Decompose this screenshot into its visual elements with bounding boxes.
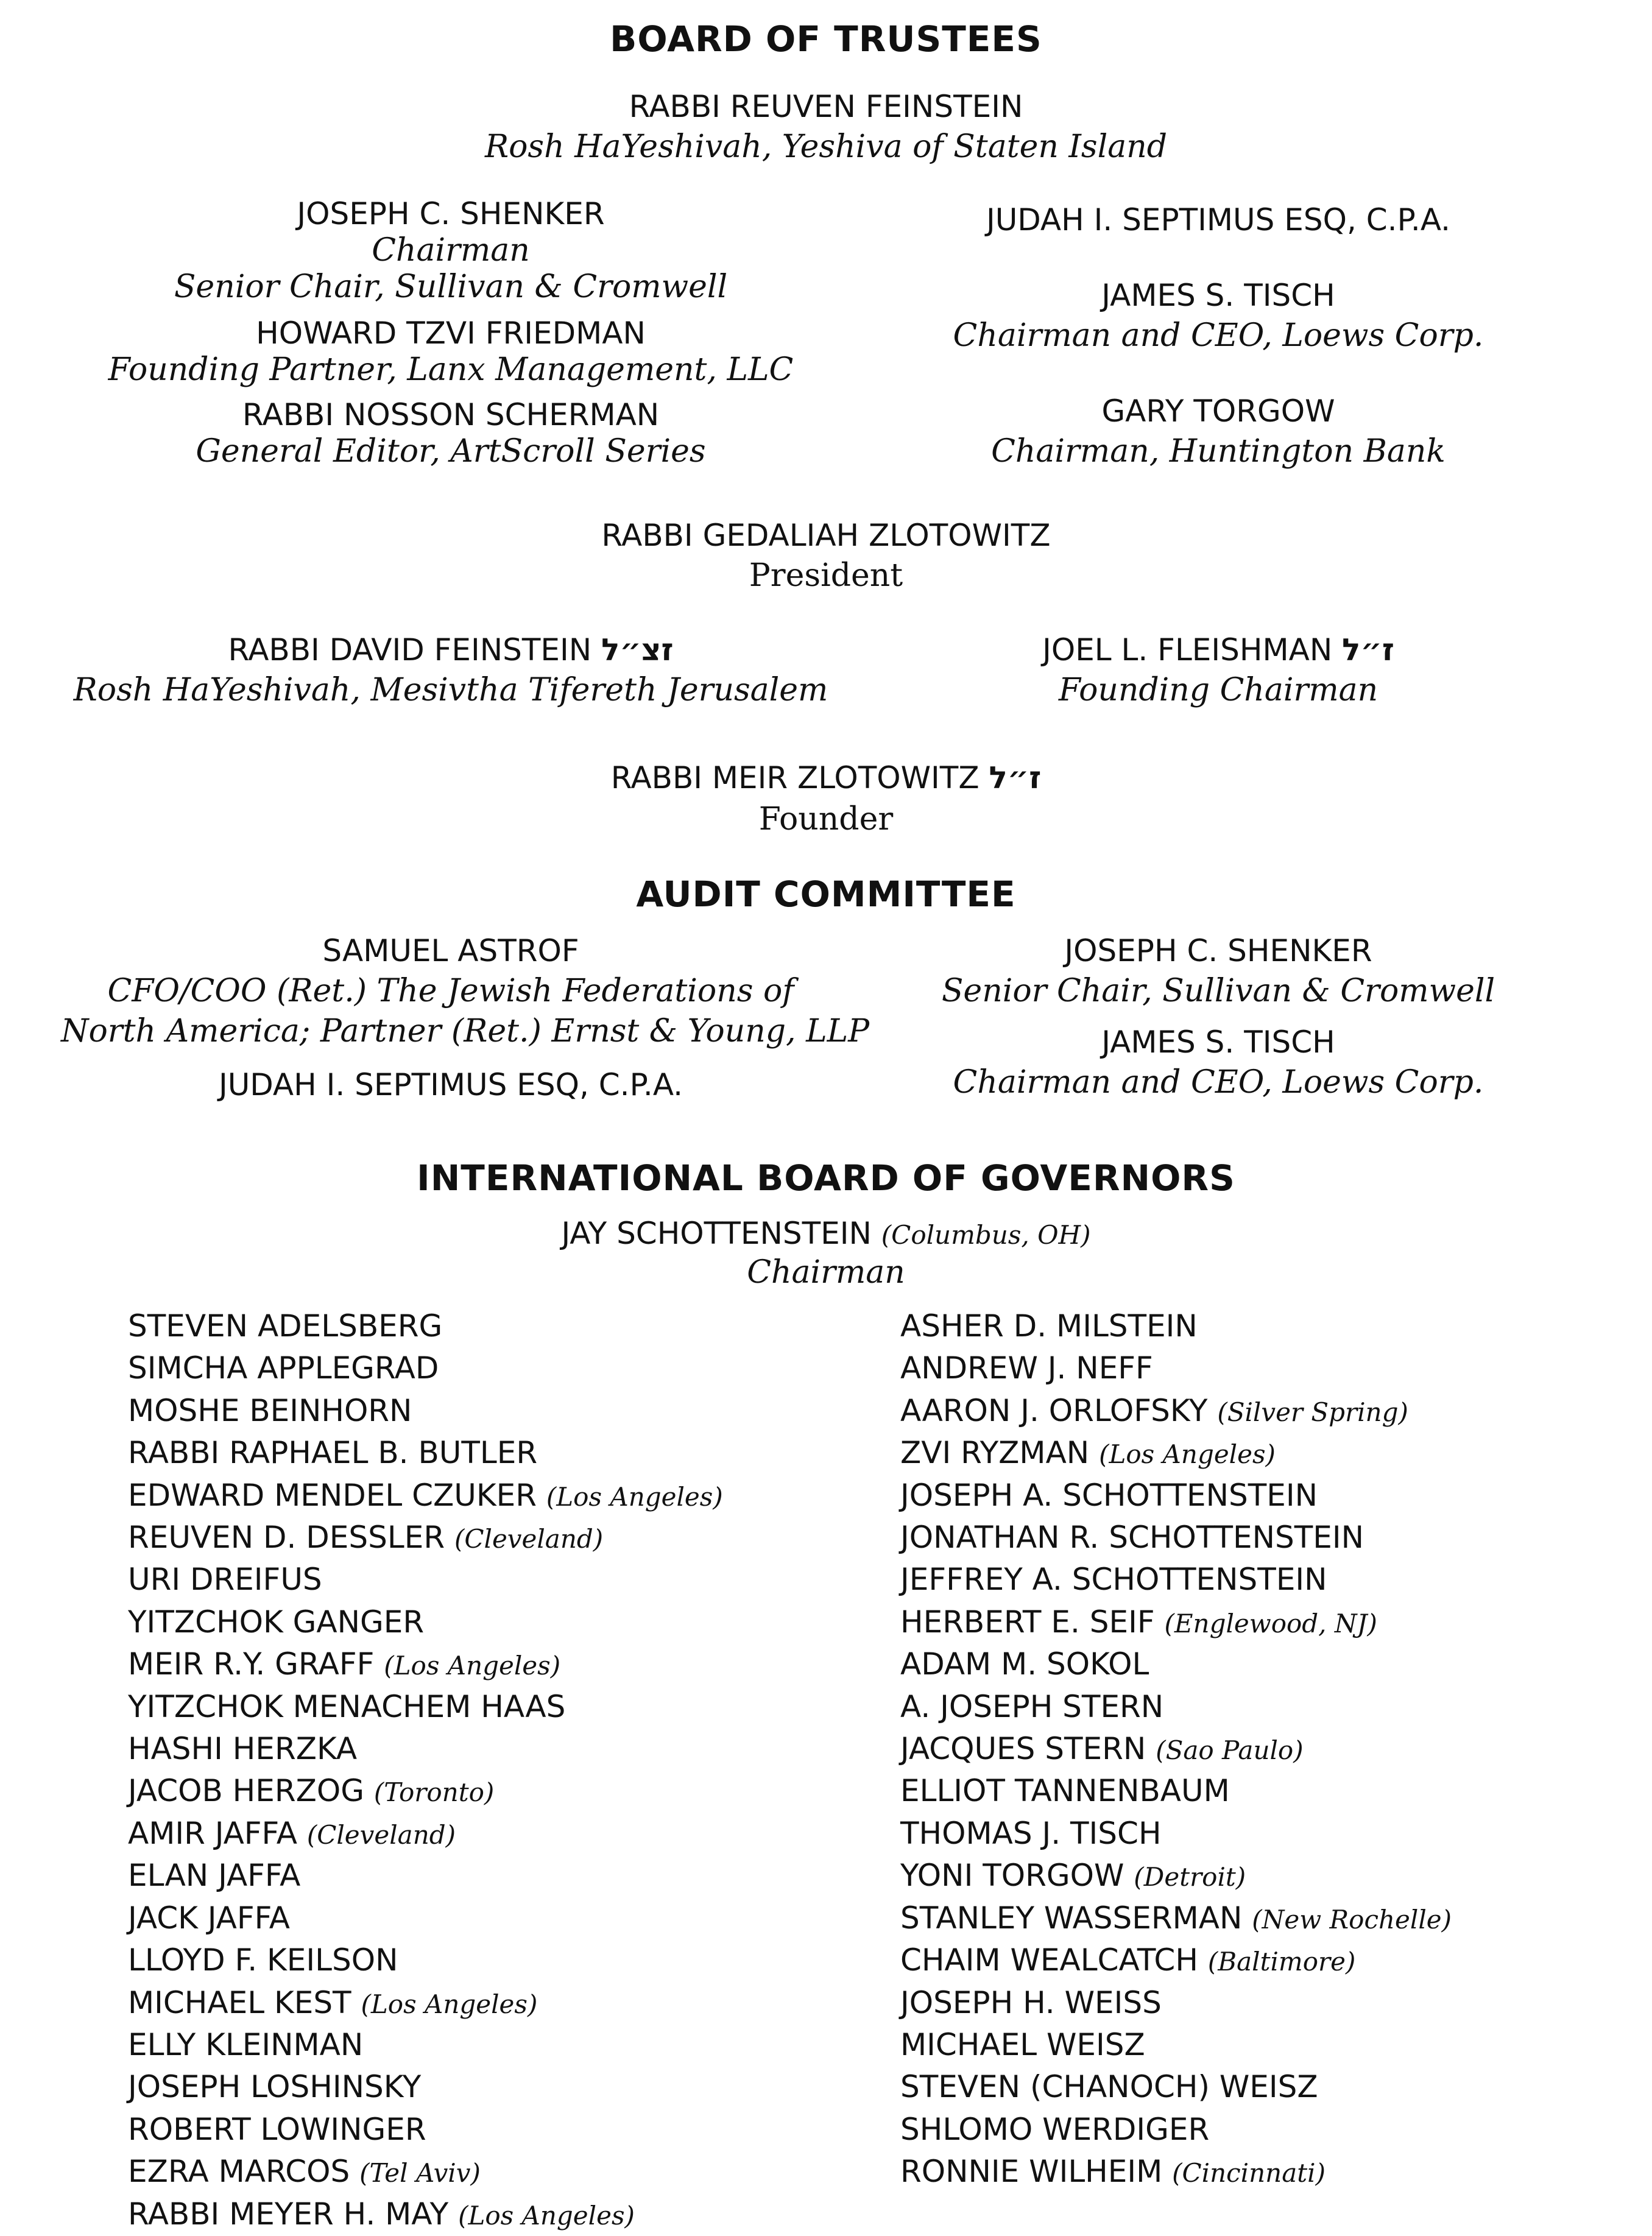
governor-row xyxy=(128,1644,723,1686)
governor-location: (Sao Paulo) xyxy=(1156,1735,1304,1766)
trustee-top-title: Rosh HaYeshivah, Yeshiva of Staten Island xyxy=(484,129,1168,165)
governor-location: (Cleveland) xyxy=(454,1524,604,1554)
governor-name: SHLOMO WERDIGER xyxy=(900,2111,1210,2147)
governors-heading: INTERNATIONAL BOARD OF GOVERNORS xyxy=(417,1157,1235,1199)
trustee-title: Chairman xyxy=(372,232,530,269)
governor-name: JACOB HERZOG xyxy=(128,1773,364,1809)
governor-location: (Detroit) xyxy=(1134,1862,1246,1892)
president-title: President xyxy=(749,557,903,594)
governor-name: JACK JAFFA xyxy=(128,1900,290,1936)
founder-honorific: ז״ל xyxy=(989,760,1042,795)
governor-row xyxy=(900,1517,1452,1559)
governor-row xyxy=(900,1348,1452,1390)
audit-left-name: SAMUEL ASTROF xyxy=(322,933,579,968)
governor-name: EDWARD MENDEL CZUKER xyxy=(128,1477,537,1513)
memorial-right-title: Founding Chairman xyxy=(1058,672,1378,708)
governor-name: HASHI HERZKA xyxy=(128,1731,358,1767)
governor-row xyxy=(900,1813,1452,1855)
governors-chairman-location: (Columbus, OH) xyxy=(881,1220,1091,1250)
governor-row xyxy=(128,1898,723,1940)
governor-name: RONNIE WILHEIM xyxy=(900,2154,1163,2190)
governor-name: ADAM M. SOKOL xyxy=(900,1646,1149,1682)
governor-row xyxy=(128,2151,723,2193)
trustee-title: General Editor, ArtScroll Series xyxy=(196,433,706,470)
governor-location: (Toronto) xyxy=(373,1777,495,1808)
governor-name: RABBI MEYER H. MAY xyxy=(128,2196,449,2232)
trustee-title: Chairman and CEO, Loews Corp. xyxy=(953,317,1484,354)
governor-location: (Los Angeles) xyxy=(384,1651,561,1681)
audit-right-name: JAMES S. TISCH xyxy=(1101,1025,1335,1060)
governor-row xyxy=(900,1644,1452,1686)
governor-row xyxy=(128,1602,723,1644)
governor-name: YITZCHOK GANGER xyxy=(128,1604,425,1640)
governor-location: (Cleveland) xyxy=(306,1819,456,1850)
trustee-name: HOWARD TZVI FRIEDMAN xyxy=(256,316,646,351)
governor-row xyxy=(900,1475,1452,1517)
governor-name: REUVEN D. DESSLER xyxy=(128,1520,445,1556)
governor-row xyxy=(900,1771,1452,1813)
governor-location: (Los Angeles) xyxy=(546,1481,723,1512)
governor-row xyxy=(128,2109,723,2151)
governor-row xyxy=(900,1602,1452,1644)
governor-row xyxy=(900,1729,1452,1771)
audit-committee-heading: AUDIT COMMITTEE xyxy=(636,873,1016,915)
governors-list-right xyxy=(900,1306,1452,2194)
governor-row xyxy=(128,1771,723,1813)
governor-row xyxy=(900,2067,1452,2109)
audit-right-title: Senior Chair, Sullivan & Cromwell xyxy=(941,973,1495,1009)
governor-location: (Baltimore) xyxy=(1207,1947,1356,1977)
founder-name-text: RABBI MEIR ZLOTOWITZ xyxy=(610,760,980,795)
governor-name: URI DREIFUS xyxy=(128,1562,322,1598)
founder-title: Founder xyxy=(758,801,894,838)
governor-row xyxy=(128,1940,723,1982)
governor-row xyxy=(900,2151,1452,2193)
governor-row xyxy=(900,1559,1452,1601)
governor-name: YONI TORGOW xyxy=(900,1858,1124,1894)
audit-right-name: JOSEPH C. SHENKER xyxy=(1064,933,1372,968)
governor-name: A. JOSEPH STERN xyxy=(900,1688,1164,1724)
governor-row xyxy=(128,1391,723,1433)
governor-name: EZRA MARCOS xyxy=(128,2154,350,2190)
governor-row xyxy=(128,2067,723,2109)
audit-left-title-line1: CFO/COO (Ret.) The Jewish Federations of xyxy=(107,973,794,1009)
governor-name: JONATHAN R. SCHOTTENSTEIN xyxy=(900,1520,1364,1556)
governor-row xyxy=(128,1559,723,1601)
governor-name: JEFFREY A. SCHOTTENSTEIN xyxy=(900,1562,1327,1598)
governor-row xyxy=(900,1433,1452,1475)
governor-name: JOSEPH A. SCHOTTENSTEIN xyxy=(900,1477,1318,1513)
governor-name: LLOYD F. KEILSON xyxy=(128,1942,398,1978)
memorial-right-honorific: ז״ל xyxy=(1342,632,1394,668)
governor-name: ELAN JAFFA xyxy=(128,1858,301,1894)
governor-name: ELLIOT TANNENBAUM xyxy=(900,1773,1230,1809)
memorial-right-name xyxy=(865,630,1572,670)
governor-name: JACQUES STERN xyxy=(900,1731,1146,1767)
governor-row xyxy=(128,1306,723,1348)
governor-name: JOSEPH LOSHINSKY xyxy=(128,2069,422,2105)
memorial-left-honorific: זצ״ל xyxy=(601,632,674,668)
governor-name: MOSHE BEINHORN xyxy=(128,1392,412,1428)
governor-row xyxy=(128,2025,723,2067)
governor-row xyxy=(128,1348,723,1390)
memorial-left-name xyxy=(61,630,841,670)
governor-row xyxy=(128,1475,723,1517)
memorial-left-name-text: RABBI DAVID FEINSTEIN xyxy=(228,632,592,668)
governor-name: MICHAEL KEST xyxy=(128,1984,351,2020)
governor-row xyxy=(900,1687,1452,1729)
trustee-name: JUDAH I. SEPTIMUS ESQ, C.P.A. xyxy=(986,202,1451,238)
governor-name: CHAIM WEALCATCH xyxy=(900,1942,1198,1978)
governor-name: STEVEN ADELSBERG xyxy=(128,1308,443,1344)
trustee-name: JAMES S. TISCH xyxy=(1101,278,1335,313)
governor-row xyxy=(900,2109,1452,2151)
governor-name: THOMAS J. TISCH xyxy=(900,1815,1162,1851)
governors-chairman-name xyxy=(0,1213,1652,1255)
president-name: RABBI GEDALIAH ZLOTOWITZ xyxy=(601,518,1051,553)
governor-location: (Los Angeles) xyxy=(458,2200,635,2231)
governor-name: HERBERT E. SEIF xyxy=(900,1604,1155,1640)
governor-location: (Los Angeles) xyxy=(361,1989,538,2019)
governor-row xyxy=(128,1729,723,1771)
governor-row xyxy=(128,1687,723,1729)
governors-chairman-name-text: JAY SCHOTTENSTEIN xyxy=(561,1216,872,1251)
governor-name: MICHAEL WEISZ xyxy=(900,2026,1145,2062)
governors-chairman-title: Chairman xyxy=(747,1254,905,1291)
governor-row xyxy=(128,1855,723,1897)
trustee-name: RABBI NOSSON SCHERMAN xyxy=(242,397,660,432)
audit-left-name2: JUDAH I. SEPTIMUS ESQ, C.P.A. xyxy=(218,1067,683,1102)
governor-row xyxy=(900,1898,1452,1940)
governor-name: ROBERT LOWINGER xyxy=(128,2111,426,2147)
governor-name: AMIR JAFFA xyxy=(128,1815,297,1851)
governor-row xyxy=(128,1433,723,1475)
trustee-title: Founding Partner, Lanx Management, LLC xyxy=(108,351,794,388)
board-of-trustees-heading: BOARD OF TRUSTEES xyxy=(610,18,1042,60)
governor-name: STEVEN (CHANOCH) WEISZ xyxy=(900,2069,1318,2105)
governor-name: ZVI RYZMAN xyxy=(900,1435,1090,1471)
governor-name: ASHER D. MILSTEIN xyxy=(900,1308,1198,1344)
governor-row xyxy=(900,1940,1452,1982)
governor-name: SIMCHA APPLEGRAD xyxy=(128,1350,439,1386)
governor-location: (Los Angeles) xyxy=(1099,1439,1276,1470)
governor-row xyxy=(900,1391,1452,1433)
governor-name: MEIR R.Y. GRAFF xyxy=(128,1646,375,1682)
governor-location: (Silver Spring) xyxy=(1217,1397,1408,1427)
governor-name: JOSEPH H. WEISS xyxy=(900,1984,1162,2020)
governor-name: RABBI RAPHAEL B. BUTLER xyxy=(128,1435,538,1471)
governor-name: AARON J. ORLOFSKY xyxy=(900,1392,1208,1428)
governor-row xyxy=(128,1813,723,1855)
trustee-name: GARY TORGOW xyxy=(1101,393,1335,429)
governor-row xyxy=(900,1855,1452,1897)
governor-name: ANDREW J. NEFF xyxy=(900,1350,1153,1386)
memorial-left-title: Rosh HaYeshivah, Mesivtha Tifereth Jerusalem xyxy=(73,672,828,708)
governor-location: (Cincinnati) xyxy=(1172,2158,1325,2188)
governor-name: ELLY KLEINMAN xyxy=(128,2026,364,2062)
governor-location: (New Rochelle) xyxy=(1252,1904,1452,1934)
governor-name: YITZCHOK MENACHEM HAAS xyxy=(128,1688,566,1724)
governor-row xyxy=(128,1517,723,1559)
trustee-title: Senior Chair, Sullivan & Cromwell xyxy=(174,269,728,305)
governor-row xyxy=(900,2025,1452,2067)
governor-row xyxy=(900,1983,1452,2025)
audit-right-title: Chairman and CEO, Loews Corp. xyxy=(953,1064,1484,1101)
governors-list-left xyxy=(128,1306,723,2236)
trustee-title: Chairman, Huntington Bank xyxy=(991,433,1446,470)
trustee-name: JOSEPH C. SHENKER xyxy=(297,196,605,231)
memorial-right-name-text: JOEL L. FLEISHMAN xyxy=(1042,632,1333,668)
founder-name xyxy=(0,758,1652,798)
trustee-top-name: RABBI REUVEN FEINSTEIN xyxy=(629,89,1023,124)
audit-left-title-line2: North America; Partner (Ret.) Ernst & Young, LLP xyxy=(61,1013,870,1049)
governor-name: STANLEY WASSERMAN xyxy=(900,1900,1243,1936)
governor-row xyxy=(900,1306,1452,1348)
governor-row xyxy=(128,1983,723,2025)
governor-row xyxy=(128,2194,723,2236)
governor-location: (Tel Aviv) xyxy=(359,2158,481,2188)
governor-location: (Englewood, NJ) xyxy=(1164,1608,1377,1638)
